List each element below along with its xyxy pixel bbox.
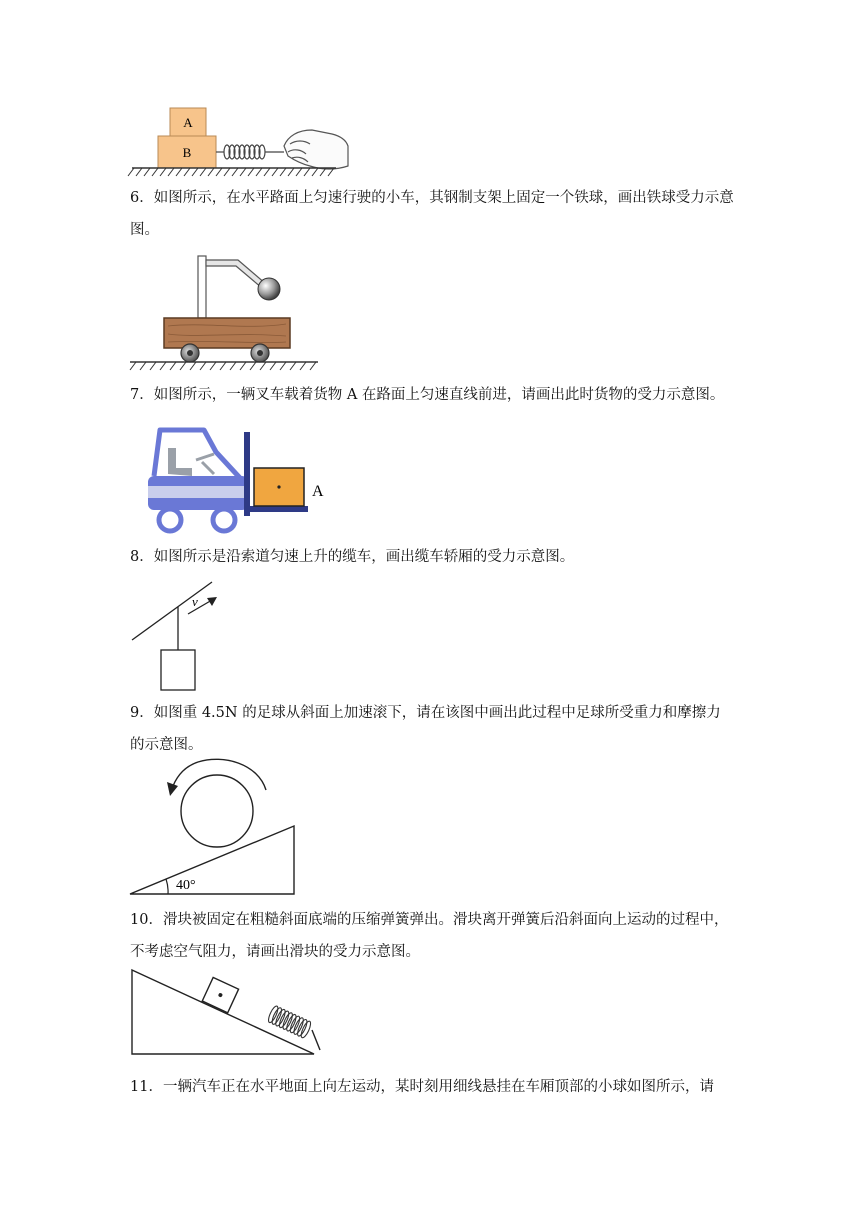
ground-hatch	[130, 362, 318, 370]
cable-car-cabin	[161, 650, 195, 690]
support-post	[198, 256, 206, 318]
figure-block-incline-spring	[126, 966, 326, 1058]
cable-line	[132, 582, 212, 640]
wheel-hub-left	[187, 350, 193, 356]
question-6-text: 6．如图所示，在水平路面上匀速行驶的小车，其钢制支架上固定一个铁球，画出铁球受力示意图。	[130, 190, 734, 238]
velocity-label: v	[192, 594, 198, 609]
forklift-fork	[244, 506, 308, 512]
block-b-label: B	[182, 145, 192, 160]
question-7-text: 7．如图所示，一辆叉车载着货物 A 在路面上匀速直线前进，请画出此时货物的受力示意图。	[130, 387, 725, 403]
iron-ball	[258, 278, 280, 300]
compressed-spring	[267, 1005, 313, 1039]
forklift-wheel-front	[213, 509, 235, 531]
football	[181, 775, 253, 847]
support-arm	[206, 260, 266, 288]
steering-wheel	[196, 454, 214, 474]
block-a-label: A	[183, 115, 193, 130]
angle-label: 40°	[176, 878, 196, 893]
figure-blocks-spring-hand	[126, 100, 356, 180]
ground-hatch	[128, 168, 336, 176]
rotation-arrowhead	[167, 782, 178, 796]
question-10-text: 10．滑块被固定在粗糙斜面底端的压缩弹簧弹出。滑块离开弹簧后沿斜面向上运动的过程中，不考虑空气阻力，请画出滑块的受力示意图。	[130, 912, 729, 960]
question-9-text: 9．如图重 4.5N 的足球从斜面上加速滚下，请在该图中画出此过程中足球所受重力和摩擦力的示意图。	[130, 705, 721, 753]
cargo-label: A	[312, 483, 324, 500]
forklift-mast	[244, 432, 250, 516]
figure-forklift-cargo	[140, 422, 340, 540]
figure-cable-car	[126, 580, 246, 694]
question-11-text: 11．一辆汽车正在水平地面上向左运动，某时刻用细线悬挂在车厢顶部的小球如图所示，请	[130, 1079, 714, 1095]
wheel-hub-right	[257, 350, 263, 356]
hand-illustration	[284, 130, 348, 169]
cart-body	[164, 318, 290, 348]
figure-cart-iron-ball	[126, 252, 326, 374]
forklift-cab-frame	[154, 430, 240, 478]
cargo-center-dot	[277, 485, 280, 488]
figure-ball-on-slope	[126, 756, 302, 898]
question-8-text: 8．如图所示是沿索道匀速上升的缆车，画出缆车轿厢的受力示意图。	[130, 549, 575, 565]
forklift-wheel-rear	[159, 509, 181, 531]
body-stripe	[148, 486, 248, 498]
spring-wall	[312, 1030, 320, 1050]
driver-seat	[168, 448, 192, 476]
spring-coil	[216, 145, 284, 159]
